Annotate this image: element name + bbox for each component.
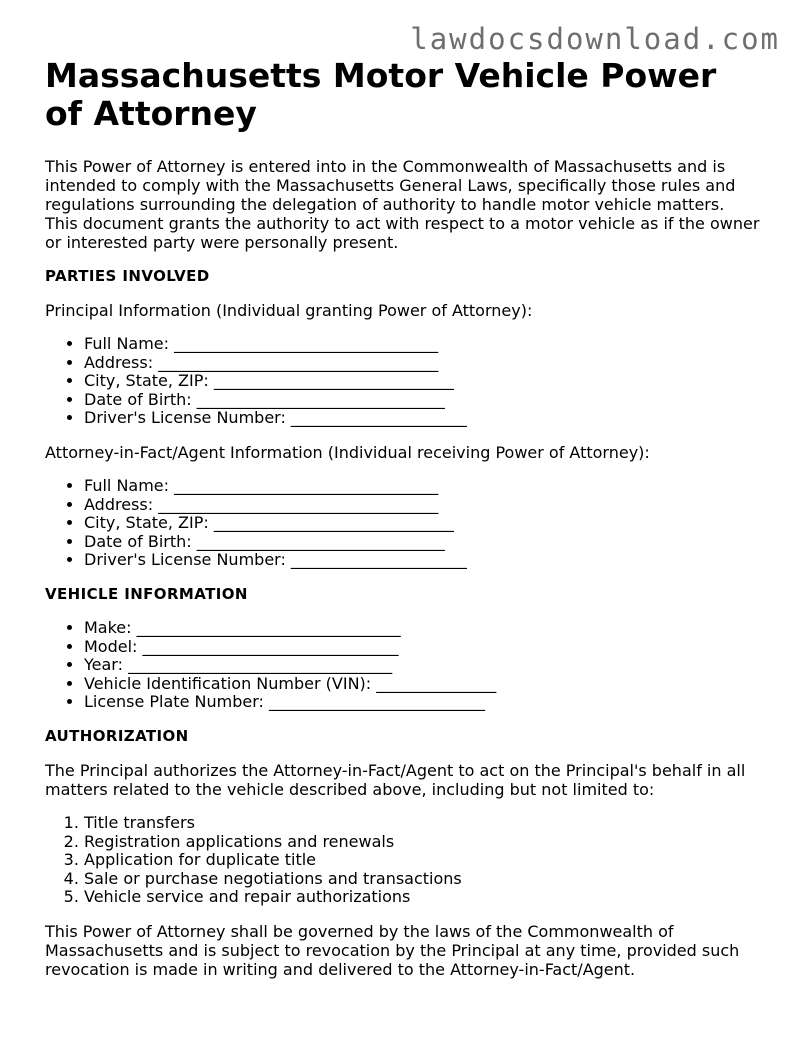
vehicle-license-plate-field: • License Plate Number: ___________________________ bbox=[84, 693, 760, 712]
vehicle-vin-field: • Vehicle Identification Number (VIN): _______________ bbox=[84, 675, 760, 694]
principal-license-number-field: • Driver's License Number: ______________________ bbox=[84, 409, 760, 428]
watermark: lawdocsdownload.com bbox=[410, 22, 780, 56]
agent-license-number-field: • Driver's License Number: ______________________ bbox=[84, 551, 760, 570]
vehicle-fields-list bbox=[45, 619, 760, 712]
principal-city-state-zip-field: • City, State, ZIP: ______________________________ bbox=[84, 372, 760, 391]
authorization-item: 4. Sale or purchase negotiations and transactions bbox=[84, 870, 760, 889]
agent-city-state-zip-field: • City, State, ZIP: ______________________________ bbox=[84, 514, 760, 533]
principal-fields-list bbox=[45, 335, 760, 428]
authorization-text: The Principal authorizes the Attorney-in-Fact/Agent to act on the Principal's behalf in all matters related to the vehicle described above, including but not limited to: bbox=[45, 760, 746, 799]
authorization-item: 3. Application for duplicate title bbox=[84, 851, 760, 870]
agent-full-name-field: • Full Name: _________________________________ bbox=[84, 477, 760, 496]
parties-heading: PARTIES INVOLVED bbox=[45, 267, 210, 285]
principal-full-name-field: • Full Name: _________________________________ bbox=[84, 335, 760, 354]
vehicle-model-field: • Model: ________________________________ bbox=[84, 638, 760, 657]
principal-address-field: • Address: ___________________________________ bbox=[84, 354, 760, 373]
closing-paragraph: This Power of Attorney shall be governed by the laws of the Commonwealth of Massachusetts and is subject to revocation by the Principal at any time, provided such revocation is made in writing and delivered to the Attorney-in-Fact/Agent. bbox=[45, 921, 740, 979]
agent-label: Attorney-in-Fact/Agent Information (Individual receiving Power of Attorney): bbox=[45, 442, 650, 462]
agent-date-of-birth-field: • Date of Birth: _______________________________ bbox=[84, 533, 760, 552]
authorization-item: 2. Registration applications and renewals bbox=[84, 833, 760, 852]
authorization-heading: AUTHORIZATION bbox=[45, 726, 189, 745]
page-title: Massachusetts Motor Vehicle Power of Attorney bbox=[45, 56, 717, 133]
document-body bbox=[45, 57, 760, 979]
authorization-item: 5. Vehicle service and repair authorizations bbox=[84, 888, 760, 907]
agent-fields-list bbox=[45, 477, 760, 570]
vehicle-make-field: • Make: _________________________________ bbox=[84, 619, 760, 638]
authorization-list bbox=[45, 814, 760, 907]
principal-label: Principal Information (Individual granting Power of Attorney): bbox=[45, 301, 533, 320]
intro-paragraph: This Power of Attorney is entered into in the Commonwealth of Massachusetts and is intended to comply with the Massachusetts General Laws, specifically those rules and regulations surrounding the delegation of authority to handle motor vehicle matters. This document grants the authority to act with respect to a motor vehicle as if the owner or interested party were personally present. bbox=[45, 157, 760, 252]
authorization-item: 1. Title transfers bbox=[84, 814, 760, 833]
agent-address-field: • Address: ___________________________________ bbox=[84, 496, 760, 515]
vehicle-year-field: • Year: _________________________________ bbox=[84, 656, 760, 675]
principal-date-of-birth-field: • Date of Birth: _______________________________ bbox=[84, 391, 760, 410]
vehicle-heading: VEHICLE INFORMATION bbox=[45, 584, 248, 603]
